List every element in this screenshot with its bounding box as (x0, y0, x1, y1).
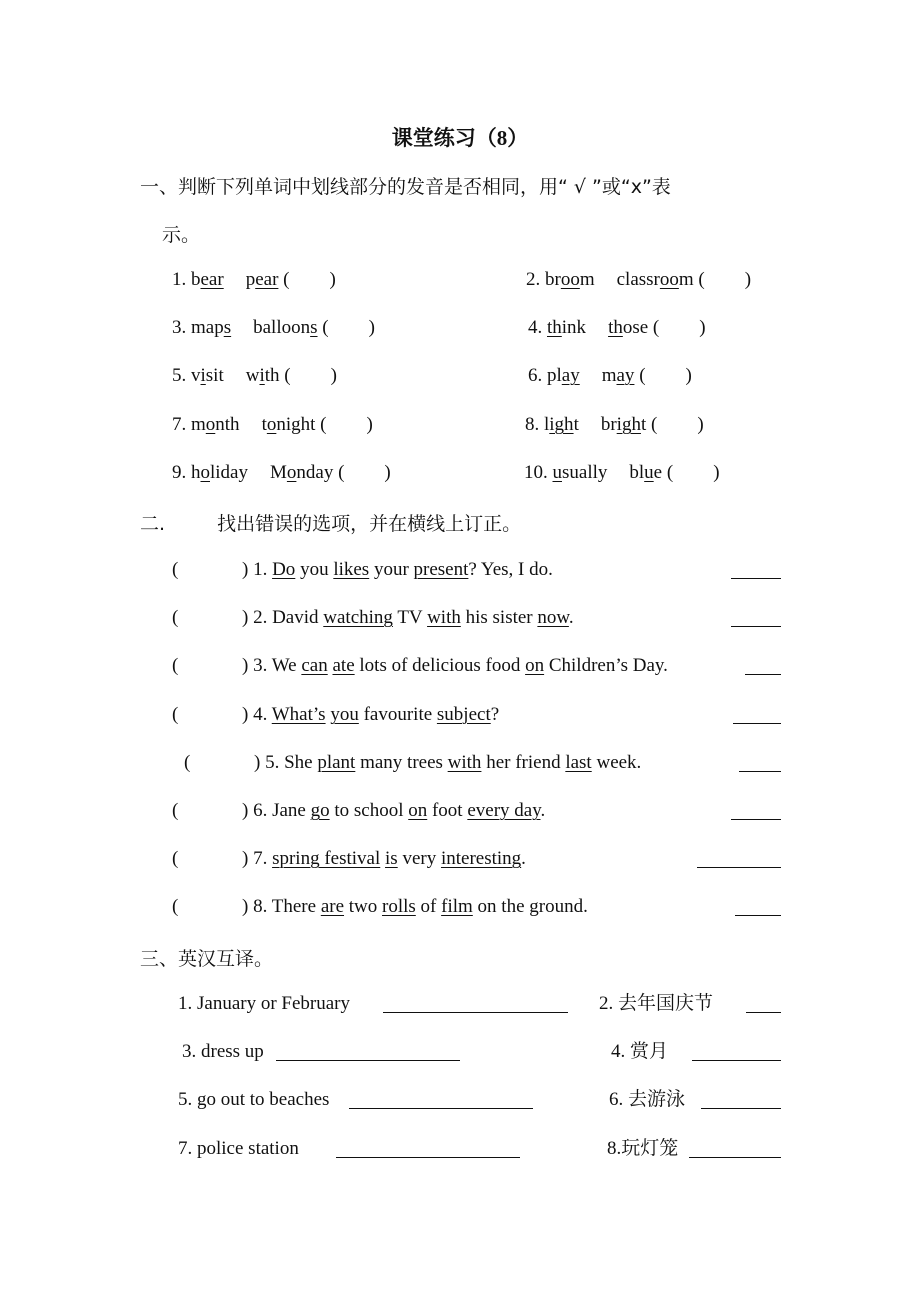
text-segment: TV (392, 607, 428, 628)
underlined-text: th (547, 317, 562, 338)
pronunciation-item (172, 268, 336, 292)
text-segment: w (245, 365, 260, 386)
item-number: 6. (253, 800, 273, 821)
translation-blank-line[interactable] (689, 1139, 781, 1158)
text-segment: balloon (253, 317, 311, 338)
section2-number: 二. (140, 513, 166, 535)
section2-instruction: 找出错误的选项，并在横线上订正。 (217, 513, 522, 535)
text-segment: Jane (272, 800, 311, 821)
underlined-text: rolls (382, 896, 416, 917)
underlined-text: ear (255, 269, 279, 290)
text-segment: liday (210, 462, 248, 483)
item-number: 4. (253, 704, 272, 725)
word-1 (553, 462, 608, 483)
correction-blank-line[interactable] (739, 753, 781, 772)
text-segment: p (245, 269, 256, 290)
translation-blank-line[interactable] (336, 1139, 520, 1158)
underlined-text: now (537, 607, 569, 628)
item-number: 9. (172, 462, 191, 483)
word-1 (191, 414, 240, 435)
underlined-text: igh (616, 414, 641, 435)
answer-parentheses[interactable]: ( ) (278, 269, 336, 290)
underlined-text: i (259, 365, 265, 386)
answer-parentheses[interactable]: ( ) (315, 414, 373, 435)
underlined-text: spring festival (272, 848, 381, 869)
underlined-text: o (286, 462, 297, 483)
underlined-text: o (205, 414, 216, 435)
error-correction-item (254, 751, 641, 775)
item-number: 1. (172, 269, 191, 290)
underlined-text: with (447, 752, 482, 773)
text-segment: favourite (358, 704, 437, 725)
translation-blank-line[interactable] (746, 994, 781, 1013)
underlined-text: subject (436, 704, 491, 725)
text-segment: to school (329, 800, 409, 821)
word-2 (617, 269, 694, 290)
item-number: 4. (528, 317, 547, 338)
answer-paren-open[interactable]: ( (184, 752, 191, 773)
text-segment: h (191, 462, 201, 483)
text-segment: sually (562, 462, 608, 483)
text-segment: his sister (460, 607, 538, 628)
text-segment: her friend (481, 752, 566, 773)
text-segment: week. (591, 752, 642, 773)
error-correction-item (242, 703, 499, 727)
text-segment: on the ground. (472, 896, 588, 917)
text-segment: your (369, 559, 414, 580)
answer-paren-open[interactable]: ( (172, 559, 179, 580)
text-segment: t (640, 414, 647, 435)
text-segment: br (600, 414, 617, 435)
answer-paren-open[interactable]: ( (172, 655, 179, 676)
answer-parentheses[interactable]: ( ) (333, 462, 391, 483)
answer-parentheses[interactable]: ( ) (648, 317, 706, 338)
underlined-text: ay (616, 365, 635, 386)
text-segment: She (284, 752, 318, 773)
text-segment: sit (205, 365, 224, 386)
section2-heading (140, 509, 521, 536)
pronunciation-item (526, 268, 751, 292)
underlined-text: i (200, 365, 206, 386)
word-2 (246, 269, 279, 290)
text-segment: t (261, 414, 267, 435)
error-correction-item (242, 654, 668, 678)
answer-parentheses[interactable]: ( ) (646, 414, 704, 435)
pronunciation-item (172, 413, 373, 437)
answer-paren-open[interactable]: ( (172, 848, 179, 869)
text-segment: night (276, 414, 316, 435)
text-segment: l (544, 414, 550, 435)
word-2 (253, 317, 317, 338)
text-segment: classr (616, 269, 660, 290)
error-correction-item (242, 606, 574, 630)
answer-paren-close[interactable]: ) (242, 559, 254, 580)
text-segment: We (271, 655, 302, 676)
text-segment: you (295, 559, 334, 580)
underlined-text: th (608, 317, 623, 338)
pronunciation-item (172, 364, 337, 388)
correction-blank-line[interactable] (697, 849, 781, 868)
answer-parentheses[interactable]: ( ) (693, 269, 752, 290)
item-number: 7. (253, 848, 273, 869)
correction-blank-line[interactable] (745, 656, 781, 675)
item-number: 8. (525, 414, 544, 435)
error-correction-item (242, 895, 588, 919)
text-segment: . (540, 800, 546, 821)
word-2 (262, 414, 316, 435)
item-number: 3. (253, 655, 272, 676)
word-1 (547, 317, 586, 338)
translation-blank-line[interactable] (692, 1042, 781, 1061)
text-segment: br (545, 269, 561, 290)
underlined-text: What’s (271, 704, 326, 725)
answer-paren-open[interactable]: ( (172, 704, 179, 725)
item-number: 5. (265, 752, 285, 773)
item-number: 2. (253, 607, 273, 628)
underlined-text: you (330, 704, 359, 725)
text-segment: very (397, 848, 441, 869)
text-segment: v (191, 365, 201, 386)
section1-heading-cont: 示。 (162, 224, 201, 246)
underlined-text: o (266, 414, 277, 435)
item-number: 5. (172, 365, 191, 386)
underlined-text: interesting (440, 848, 522, 869)
page-title: 课堂练习（8） (391, 126, 529, 150)
underlined-text: with (427, 607, 461, 628)
text-segment: David (272, 607, 324, 628)
text-segment: two (344, 896, 383, 917)
word-2 (601, 414, 646, 435)
answer-parentheses[interactable]: ( ) (317, 317, 375, 338)
word-1 (191, 317, 231, 338)
text-segment: m (678, 269, 694, 290)
text-segment: foot (427, 800, 468, 821)
pronunciation-item (528, 316, 706, 340)
translation-item-label: 8.玩灯笼 (607, 1138, 679, 1159)
answer-parentheses[interactable]: ( ) (634, 365, 692, 386)
text-segment: t (573, 414, 579, 435)
answer-paren-close[interactable]: ) (242, 655, 254, 676)
underlined-text: present (413, 559, 469, 580)
answer-paren-close[interactable]: ) (254, 752, 266, 773)
text-segment: . (521, 848, 526, 869)
error-correction-item (242, 799, 545, 823)
text-segment: m (601, 365, 617, 386)
correction-blank-line[interactable] (735, 897, 781, 916)
translation-item-label: 1. January or February (178, 993, 351, 1014)
underlined-text: every day (467, 800, 541, 821)
underlined-text: s (310, 317, 318, 338)
item-number: 7. (172, 414, 191, 435)
translation-item-label: 5. go out to beaches (178, 1089, 330, 1110)
underlined-text: ate (332, 655, 355, 676)
text-segment: ink (561, 317, 587, 338)
text-segment: th (264, 365, 280, 386)
item-number: 3. (172, 317, 191, 338)
text-segment: nday (296, 462, 334, 483)
pronunciation-item (525, 413, 704, 437)
correction-blank-line[interactable] (731, 608, 781, 627)
error-correction-item (242, 847, 526, 871)
word-1 (545, 269, 595, 290)
word-1 (191, 365, 224, 386)
underlined-text: u (552, 462, 562, 483)
text-segment: map (191, 317, 224, 338)
pronunciation-item (172, 461, 391, 485)
text-segment: . (568, 607, 574, 628)
text-segment: ose (622, 317, 649, 338)
translation-blank-line[interactable] (276, 1042, 460, 1061)
word-2 (608, 317, 648, 338)
translation-item-label: 3. dress up (182, 1041, 264, 1062)
text-segment: nth (215, 414, 240, 435)
pronunciation-item (172, 316, 375, 340)
underlined-text: oo (560, 269, 580, 290)
underlined-text: is (385, 848, 398, 869)
section3-heading: 三、英汉互译。 (140, 948, 274, 970)
text-segment: of (415, 896, 442, 917)
word-2 (602, 365, 635, 386)
answer-parentheses[interactable]: ( ) (662, 462, 720, 483)
answer-paren-close[interactable]: ) (242, 800, 254, 821)
text-segment: m (191, 414, 206, 435)
translation-blank-line[interactable] (383, 994, 568, 1013)
underlined-text: Do (272, 559, 296, 580)
text-segment: e (653, 462, 663, 483)
text-segment: b (191, 269, 201, 290)
correction-blank-line[interactable] (731, 801, 781, 820)
answer-parentheses[interactable]: ( ) (279, 365, 337, 386)
answer-paren-open[interactable]: ( (172, 800, 179, 821)
answer-paren-close[interactable]: ) (242, 848, 254, 869)
underlined-text: oo (659, 269, 679, 290)
underlined-text: are (320, 896, 345, 917)
word-2 (629, 462, 662, 483)
underlined-text: o (200, 462, 210, 483)
translation-item-label: 4. 赏月 (611, 1041, 669, 1062)
text-segment: bl (629, 462, 645, 483)
text-segment: m (579, 269, 595, 290)
item-number: 8. (253, 896, 272, 917)
underlined-text: ay (561, 365, 580, 386)
text-segment: pl (547, 365, 562, 386)
underlined-text: s (223, 317, 232, 338)
underlined-text: plant (317, 752, 356, 773)
error-correction-item (242, 558, 553, 582)
text-segment: many trees (355, 752, 448, 773)
word-2 (246, 365, 280, 386)
section1-heading: 一、判断下列单词中划线部分的发音是否相同，用“ √ ”或“x”表 (140, 176, 671, 198)
answer-paren-open[interactable]: ( (172, 607, 179, 628)
text-segment: ? Yes, I do. (468, 559, 553, 580)
pronunciation-item (524, 461, 720, 485)
correction-blank-line[interactable] (731, 560, 781, 579)
underlined-text: watching (323, 607, 393, 628)
item-number: 2. (526, 269, 545, 290)
underlined-text: on (525, 655, 545, 676)
text-segment: There (271, 896, 321, 917)
word-1 (191, 462, 248, 483)
translation-blank-line[interactable] (701, 1090, 781, 1109)
underlined-text: last (565, 752, 592, 773)
answer-paren-close[interactable]: ) (242, 896, 254, 917)
pronunciation-item (528, 364, 692, 388)
underlined-text: igh (549, 414, 574, 435)
underlined-text: can (301, 655, 328, 676)
underlined-text: on (408, 800, 428, 821)
underlined-text: ear (200, 269, 224, 290)
underlined-text: u (644, 462, 654, 483)
translation-item-label: 6. 去游泳 (609, 1089, 686, 1110)
text-segment: ? (490, 704, 500, 725)
translation-item-label: 2. 去年国庆节 (599, 993, 714, 1014)
underlined-text: likes (333, 559, 370, 580)
answer-paren-open[interactable]: ( (172, 896, 179, 917)
text-segment: M (270, 462, 287, 483)
item-number: 6. (528, 365, 547, 386)
answer-paren-close[interactable]: ) (242, 607, 254, 628)
text-segment: lots of delicious food (354, 655, 526, 676)
underlined-text: go (310, 800, 330, 821)
word-1 (547, 365, 580, 386)
translation-blank-line[interactable] (349, 1090, 533, 1109)
text-segment: Children’s Day. (544, 655, 668, 676)
underlined-text: film (441, 896, 473, 917)
translation-item-label: 7. police station (178, 1138, 299, 1159)
word-1 (544, 414, 579, 435)
item-number: 1. (253, 559, 273, 580)
word-1 (191, 269, 224, 290)
item-number: 10. (524, 462, 553, 483)
answer-paren-close[interactable]: ) (242, 704, 254, 725)
correction-blank-line[interactable] (733, 705, 781, 724)
word-2 (270, 462, 333, 483)
